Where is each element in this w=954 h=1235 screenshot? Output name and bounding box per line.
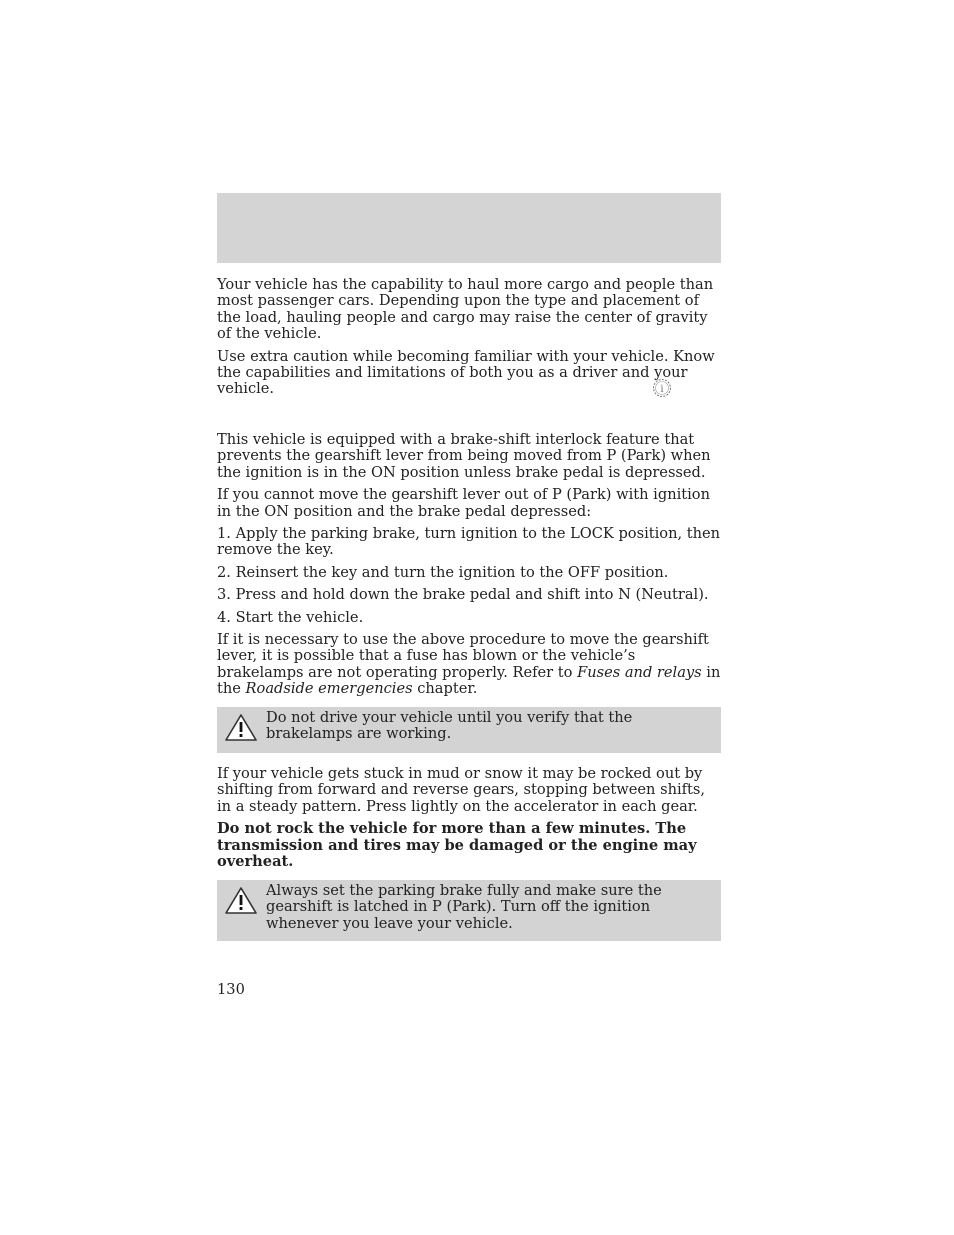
svg-text:i: i xyxy=(660,384,664,395)
warning-box-parking xyxy=(217,880,721,941)
interlock-paragraph-2: If you cannot move the gearshift lever out of P (Park) with ignition in the ON position and the brake pedal depressed: xyxy=(217,486,710,520)
note-gear-icon xyxy=(651,377,673,399)
p3-italic-roadside: Roadside emergencies xyxy=(245,680,413,698)
p3-text-a: If it is necessary to use the above procedure to move the gearshift lever, it is possible that a fuse has blown or the vehicle’s brakelamps are not operating properly. Refer to xyxy=(217,631,709,681)
interlock-step-1: 1. Apply the parking brake, turn ignition to the LOCK position, then remove the key. xyxy=(217,525,721,559)
rocking-paragraph-1: If your vehicle gets stuck in mud or snow it may be rocked out by shifting from forward and reverse gears, stopping between shifts, in a steady pattern. Press lightly on the accelerator in each gear. xyxy=(217,765,706,815)
intro-section xyxy=(217,277,721,404)
interlock-step-4: 4. Start the vehicle. xyxy=(217,608,364,626)
interlock-step-2: 2. Reinsert the key and turn the ignition to the OFF position. xyxy=(217,563,669,581)
p3-italic-fuses: Fuses and relays xyxy=(577,663,702,681)
intro-paragraph-1: Your vehicle has the capability to haul more cargo and people than most passenger cars. Depending upon the type and placement of the load, hauling people and cargo may raise the center of gravity of the vehicle. xyxy=(217,276,714,343)
warning-text-1: Do not drive your vehicle until you verify that the brakelamps are working. xyxy=(266,709,633,743)
warning-triangle-icon xyxy=(224,886,258,916)
rocking-section xyxy=(217,766,721,876)
p3-text-c: chapter. xyxy=(412,680,478,698)
interlock-step-3: 3. Press and hold down the brake pedal and shift into N (Neutral). xyxy=(217,586,709,604)
p3-text-b: in the xyxy=(217,663,721,698)
warning-triangle-icon xyxy=(224,713,258,743)
warning-box-brakelamps xyxy=(217,707,721,753)
section-header-band xyxy=(217,193,721,263)
interlock-paragraph-1: This vehicle is equipped with a brake-shift interlock feature that prevents the gearshift lever from being moved from P (Park) when the ignition is in the ON position unless brake pedal is depressed. xyxy=(217,431,711,481)
interlock-paragraph-3 xyxy=(217,632,721,698)
interlock-section xyxy=(217,432,721,704)
rocking-bold-warning: Do not rock the vehicle for more than a few minutes. The transmission and tires may be damaged or the engine may overheat. xyxy=(217,820,697,871)
page-number: 130 xyxy=(217,981,245,998)
intro-paragraph-2: Use extra caution while becoming familiar with your vehicle. Know the capabilities and limitations of both you as a driver and your vehicle. xyxy=(217,347,715,398)
warning-text-2: Always set the parking brake fully and make sure the gearshift is latched in P (Park). Turn off the ignition whenever you leave your vehicle. xyxy=(266,882,662,932)
